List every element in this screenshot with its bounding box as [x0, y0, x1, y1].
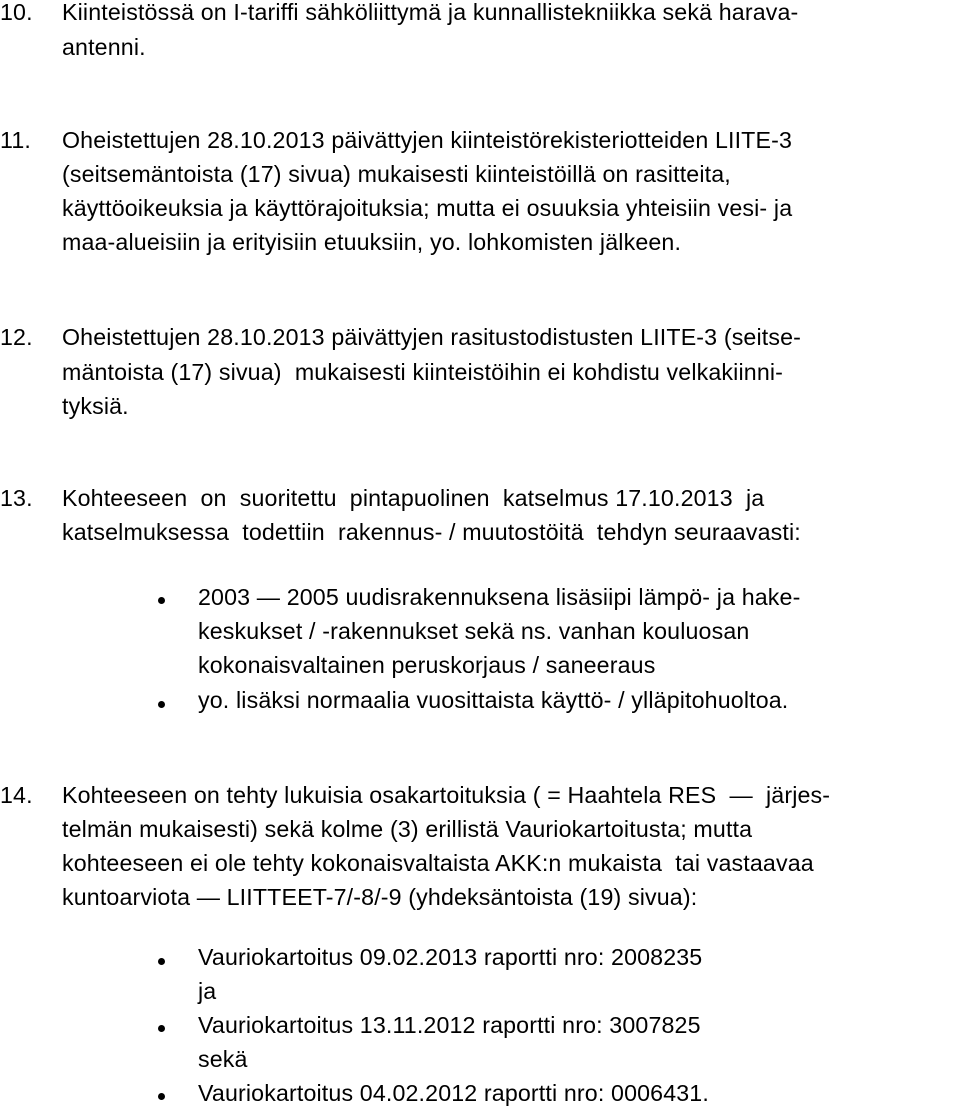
item-11-line-4: maa-alueisiin ja erityisiin etuuksiin, yo. lohkomisten jälkeen. — [62, 229, 682, 255]
item-14-line-4: kuntoarviota — LIITTEET-7/-8/-9 (yhdeksäntoista (19) sivua): — [62, 884, 698, 910]
bullet-dot — [158, 1093, 165, 1100]
item-10-line-1: Kiinteistössä on I-tariffi sähköliittymä ja kunnallistekniikka sekä harava- — [62, 0, 799, 25]
item-14-connector-2: sekä — [198, 1046, 248, 1072]
item-13-bullet-2-line-1: yo. lisäksi normaalia vuosittaista käyttö- / ylläpitohuoltoa. — [198, 687, 789, 713]
bullet-dot — [158, 1025, 165, 1032]
item-10-line-2: antenni. — [62, 34, 146, 60]
item-14-connector-1: ja — [198, 978, 217, 1004]
item-14-number: 14. — [0, 782, 33, 808]
item-14-bullet-2: Vauriokartoitus 13.11.2012 raportti nro: 3007825 — [198, 1012, 701, 1038]
bullet-dot — [158, 958, 165, 965]
item-13-bullet-1-line-3: kokonaisvaltainen peruskorjaus / saneeraus — [198, 652, 656, 678]
item-12-line-2: mäntoista (17) sivua) mukaisesti kiinteistöihin ei kohdistu velkakiinni- — [62, 359, 784, 385]
item-14-line-2: telmän mukaisesti) sekä kolme (3) erillistä Vauriokartoitusta; mutta — [62, 816, 753, 842]
bullet-dot — [158, 701, 165, 708]
item-13-line-2: katselmuksessa todettiin rakennus- / muutostöitä tehdyn seuraavasti: — [62, 519, 801, 545]
item-13-bullet-1-line-1: 2003 — 2005 uudisrakennuksena lisäsiipi lämpö- ja hake- — [198, 584, 801, 610]
item-11-line-3: käyttöoikeuksia ja käyttörajoituksia; mutta ei osuuksia yhteisiin vesi- ja — [62, 195, 793, 221]
item-14-line-1: Kohteeseen on tehty lukuisia osakartoituksia ( = Haahtela RES — järjes- — [62, 782, 831, 808]
item-10-number: 10. — [0, 0, 33, 25]
item-13-line-1: Kohteeseen on suoritettu pintapuolinen katselmus 17.10.2013 ja — [62, 485, 765, 511]
item-13-bullet-1-line-2: keskukset / -rakennukset sekä ns. vanhan kouluosan — [198, 618, 750, 644]
item-12-line-3: tyksiä. — [62, 393, 129, 419]
item-14-bullet-1: Vauriokartoitus 09.02.2013 raportti nro: 2008235 — [198, 944, 703, 970]
item-11-number: 11. — [0, 127, 31, 153]
item-14-line-3: kohteeseen ei ole tehty kokonaisvaltaista AKK:n mukaista tai vastaavaa — [62, 850, 814, 876]
bullet-dot — [158, 597, 165, 604]
item-11-line-1: Oheistettujen 28.10.2013 päivättyjen kiinteistörekisteriotteiden LIITE-3 — [62, 127, 793, 153]
item-13-number: 13. — [0, 485, 33, 511]
item-11-line-2: (seitsemäntoista (17) sivua) mukaisesti kiinteistöillä on rasitteita, — [62, 161, 731, 187]
item-12-line-1: Oheistettujen 28.10.2013 päivättyjen rasitustodistusten LIITE-3 (seitse- — [62, 324, 802, 350]
item-12-number: 12. — [0, 324, 33, 350]
item-14-bullet-3: Vauriokartoitus 04.02.2012 raportti nro: 0006431. — [198, 1080, 709, 1106]
